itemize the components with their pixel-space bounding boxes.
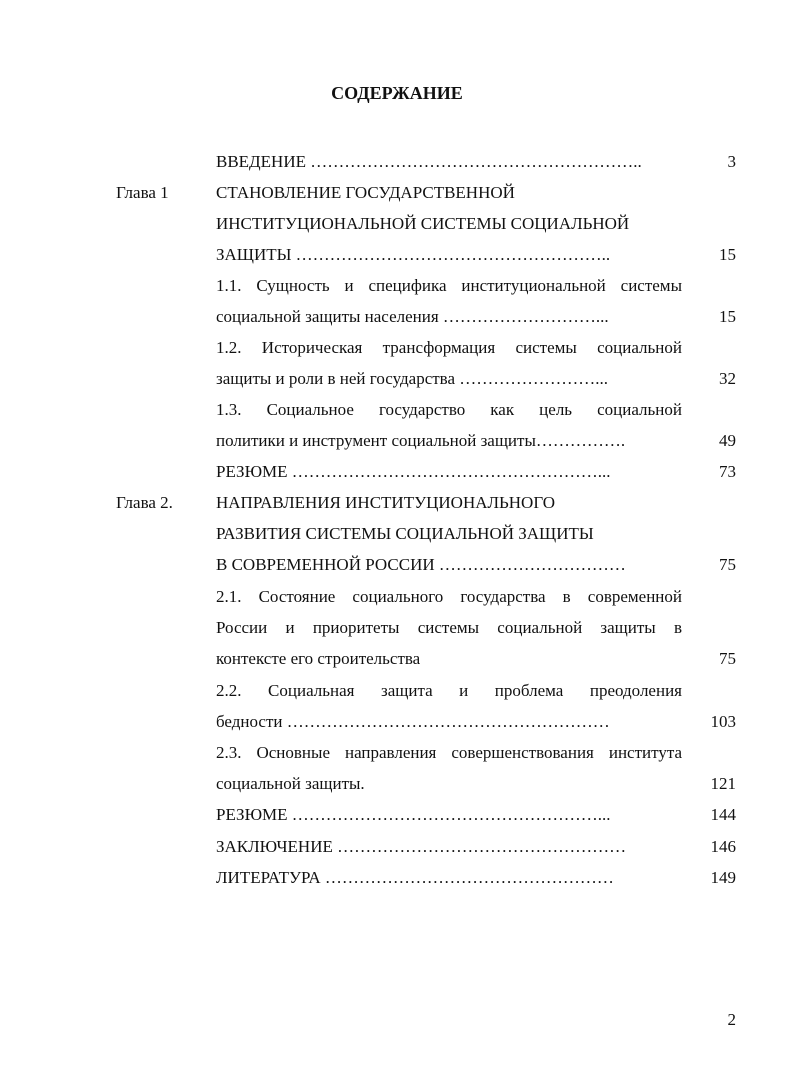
- toc-chapter-1-heading-line2: [0, 211, 794, 237]
- toc-page-number: 75: [719, 649, 736, 668]
- chapter-label: Глава 1: [116, 183, 169, 202]
- chapter-title-line: СТАНОВЛЕНИЕ ГОСУДАРСТВЕННОЙ: [216, 183, 515, 202]
- section-title-line: защиты и роли в ней государства ……………………...: [216, 369, 609, 388]
- chapter-title-line: НАПРАВЛЕНИЯ ИНСТИТУЦИОНАЛЬНОГО: [216, 493, 556, 512]
- section-title-line: политики и инструмент социальной защиты…………….: [216, 431, 626, 450]
- toc-page-number: 15: [719, 245, 736, 264]
- toc-introduction-label: ВВЕДЕНИЕ …………………………………………………..: [216, 152, 642, 171]
- section-title-line: контексте его строительства: [216, 649, 421, 668]
- toc-chapter-2-heading-line3: [0, 552, 794, 578]
- toc-section-2-1-line3: [0, 646, 794, 672]
- toc-section-2-2: [0, 678, 794, 704]
- toc-section-1-1-line2: [0, 304, 794, 330]
- section-title-line: социальной защиты населения ………………………...: [216, 307, 609, 326]
- toc-page-number: 49: [719, 431, 736, 450]
- chapter-title-line: ЗАЩИТЫ ………………………………………………..: [216, 245, 611, 264]
- toc-page-number: 149: [710, 868, 736, 887]
- toc-entry-introduction: [0, 149, 794, 175]
- summary-label: РЕЗЮМЕ ………………………………………………...: [216, 462, 611, 481]
- toc-chapter-1-summary: [0, 459, 794, 485]
- section-title-line: 2.2. Социальная защита и проблема преодоления: [216, 681, 682, 700]
- section-title-line: 1.1. Сущность и специфика институциональной системы: [216, 276, 682, 295]
- toc-entry-literature: [0, 865, 794, 891]
- toc-page-number: 15: [719, 307, 736, 326]
- section-title-line: 2.3. Основные направления совершенствования института: [216, 743, 682, 762]
- section-title-line: бедности …………………………………………………: [216, 712, 610, 731]
- summary-label: РЕЗЮМЕ ………………………………………………...: [216, 805, 611, 824]
- toc-page-number: 121: [710, 774, 736, 793]
- toc-page-number: 146: [710, 837, 736, 856]
- toc-page-number: 144: [710, 805, 736, 824]
- section-title-line: России и приоритеты системы социальной защиты в: [216, 618, 682, 637]
- toc-section-1-1: [0, 273, 794, 299]
- toc-page-number: 32: [719, 369, 736, 388]
- toc-chapter-2-summary: [0, 802, 794, 828]
- section-title-line: 1.3. Социальное государство как цель социальной: [216, 400, 682, 419]
- toc-section-2-1: [0, 584, 794, 610]
- toc-section-1-2-line2: [0, 366, 794, 392]
- toc-page-number: 73: [719, 462, 736, 481]
- section-title-line: социальной защиты.: [216, 774, 365, 793]
- toc-section-2-3-line2: [0, 771, 794, 797]
- page-title: СОДЕРЖАНИЕ: [331, 83, 463, 103]
- toc-section-2-3: [0, 740, 794, 766]
- page-number: 2: [727, 1010, 736, 1029]
- chapter-label: Глава 2.: [116, 493, 173, 512]
- chapter-title-line: РАЗВИТИЯ СИСТЕМЫ СОЦИАЛЬНОЙ ЗАЩИТЫ: [216, 524, 594, 543]
- toc-section-2-2-line2: [0, 709, 794, 735]
- toc-section-1-3-line2: [0, 428, 794, 454]
- toc-section-1-2: [0, 335, 794, 361]
- toc-chapter-1-heading-line3: [0, 242, 794, 268]
- chapter-title-line: ИНСТИТУЦИОНАЛЬНОЙ СИСТЕМЫ СОЦИАЛЬНОЙ: [216, 214, 630, 233]
- toc-chapter-1-heading: [0, 180, 794, 206]
- toc-entry-conclusion: [0, 834, 794, 860]
- toc-page-number: 3: [727, 152, 736, 171]
- toc-chapter-2-heading-line2: [0, 521, 794, 547]
- literature-label: ЛИТЕРАТУРА ……………………………………………: [216, 868, 614, 887]
- chapter-title-line: В СОВРЕМЕННОЙ РОССИИ ……………………………: [216, 555, 626, 574]
- toc-page-number: 103: [710, 712, 736, 731]
- section-title-line: 1.2. Историческая трансформация системы социальной: [216, 338, 682, 357]
- section-title-line: 2.1. Состояние социального государства в современной: [216, 587, 682, 606]
- toc-chapter-2-heading: [0, 490, 794, 516]
- conclusion-label: ЗАКЛЮЧЕНИЕ ……………………………………………: [216, 837, 627, 856]
- toc-section-1-3: [0, 397, 794, 423]
- toc-page-number: 75: [719, 555, 736, 574]
- toc-section-2-1-line2: [0, 615, 794, 641]
